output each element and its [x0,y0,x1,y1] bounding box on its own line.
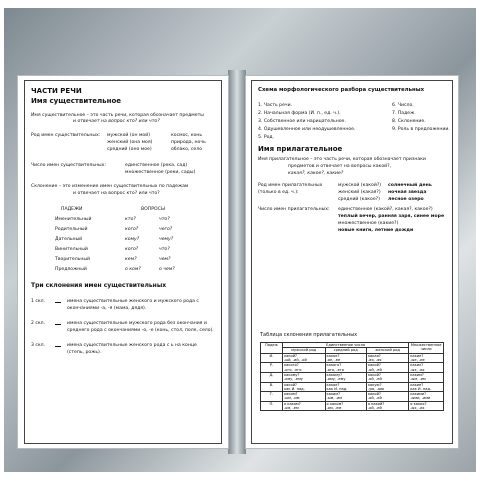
table-cell: каких? -ых, -их [409,363,444,373]
case-name: Дательный [55,237,83,242]
table-cell: какими? -ыми, -ими [409,392,444,402]
case-question-animate: кого? [125,247,139,252]
table-cell-case: П. [261,401,283,411]
case-question-animate: кого? [125,227,139,232]
table-header-feminine: женский род [366,348,408,353]
questions-header: ВОПРОСЫ [141,207,165,212]
case-question-inanimate: что? [159,217,170,222]
gender-row: мужской (он мой) [107,133,150,138]
table-row [261,372,444,382]
table-cell: о каком? -ом, -ем [282,401,325,411]
dash-mark [55,324,61,325]
table-cell: какое? как И. пад. [325,382,366,392]
adj-number-example: новые книги, летние дожди [338,228,414,233]
table-cell: какие? как И. пад. [409,382,444,392]
noun-heading: Имя существительное [31,97,122,105]
scheme-item: 2. Начальная форма (И. п., ед. ч.). [258,111,341,116]
adj-gender-example: ночная звезда [388,190,427,195]
table-row [261,401,444,411]
table-cell: какой? как И. пад. [282,382,325,392]
case-name: Винительный [55,247,88,252]
table-cell: какую? -ую, -юю [366,382,408,392]
table-header-plural: Множественное число [409,343,444,354]
table-header-case: Падеж [261,343,283,354]
case-question-inanimate: чем? [159,257,171,262]
table-cell-case: Т. [261,392,283,402]
declension-definition-line1: Склонение – это изменение имен существительных по падежам [31,184,189,189]
table-cell-case: Р. [261,363,283,373]
book-spine [228,70,246,454]
table-cell-case: Д. [261,372,283,382]
table-row [261,392,444,402]
three-declensions-heading: Три склонения имен существительных [31,282,167,289]
case-question-inanimate: что? [159,247,170,252]
declension-text-line2: (степь, рожь). [67,350,102,355]
adj-gender-row: средний (какое?) [338,197,380,202]
adjective-declension-table [260,342,444,411]
table-cell: какого? -ого, -его [282,363,325,373]
adjective-definition-line2: предметов и отвечает на вопросы какой?, [288,164,392,169]
declension-text-line2: среднего рода с окончаниями -о, -е (конь, стол, поле, село). [67,328,214,333]
table-cell: какому? -ому, -ему [282,372,325,382]
table-cell: какой? -ой, -ей [366,372,408,382]
noun-gender-label: Род имен существительных: [31,133,101,138]
table-cell: какому? -ому, -ему [325,372,366,382]
table-cell: какая? -ая, -яя [366,353,408,363]
declension-number: 2 скл. [31,321,46,326]
adj-gender-example: лесное озеро [388,197,424,202]
noun-definition-line2: и отвечает на вопрос кто? или что? [73,119,160,124]
noun-definition-line1: Имя существительное – это часть речи, которая обозначает предметы [31,113,204,118]
table-cell: какой? -ой, -ей [366,363,408,373]
declension-text-line1: имена существительные женского и мужского рода с [67,299,199,304]
adjective-gender-label-note: (только в ед. ч.): [258,190,299,195]
case-question-inanimate: о чем? [159,267,175,272]
adjective-definition-line3: какая?, какое?, какие? [288,171,344,176]
table-header-singular: Единственное число [282,343,408,348]
declension-definition-line2: и отвечает на вопрос кто? или что? [73,191,160,196]
scheme-item: 9. Роль в предложении. [392,127,450,132]
table-cell: какое? -ое, -ее [325,353,366,363]
table-cell: какой? -ый, -ий, -ой [282,353,325,363]
adjective-definition-line1: Имя прилагательное – это часть речи, которая обозначает признаки [258,157,426,162]
table-cell: каким? -ым, -им [282,392,325,402]
case-question-animate: кто? [125,217,136,222]
adj-number-row: множественное (какие?) [338,221,399,226]
declension-number: 3 скл. [31,343,46,348]
cases-header: ПАДЕЖИ [61,207,83,212]
table-cell: о каком? -ом, -ем [325,401,366,411]
adj-number-row: единственное (какой?, какая?, какое?) [338,207,433,212]
scheme-item: 6. Число. [392,103,414,108]
case-name: Творительный [55,257,90,262]
case-name: Именительный [55,217,92,222]
table-cell: о каких? -ых, -их [409,401,444,411]
scheme-item: 5. Род. [258,135,275,140]
number-row: множественное (реки, сады) [125,170,196,175]
case-question-animate: о ком? [125,267,141,272]
left-page-frame [24,80,222,444]
adj-number-example: теплый вечер, ранняя заря, синее море [338,214,445,219]
table-cell: каким? -ым, -им [409,372,444,382]
adjective-heading: Имя прилагательное [258,145,343,153]
noun-number-label: Число имен существительных: [31,163,106,168]
scheme-item: 7. Падеж. [392,111,416,116]
case-question-animate: кому? [125,237,140,242]
table-row [261,353,444,363]
dash-mark [55,346,61,347]
page-title: ЧАСТИ РЕЧИ [31,87,82,95]
table-row [261,382,444,392]
gender-row: женский (она моя) [107,140,153,145]
gender-example: природа, ночь [171,140,206,145]
case-question-animate: кем? [125,257,137,262]
adjective-number-label: Число имен прилагательных: [258,207,330,212]
gender-example: космос, конь [171,133,203,138]
scheme-item: 1. Часть речи. [258,103,293,108]
adjective-gender-label: Род имен прилагательных [258,183,323,188]
right-page-frame [251,80,453,444]
table-cell: о какой? -ой, -ей [366,401,408,411]
left-page [18,76,228,448]
table-cell: каким? -ым, -им [325,392,366,402]
case-question-inanimate: чего? [159,227,173,232]
table-cell: какого? -ого, -его [325,363,366,373]
scheme-item: 4. Одушевленное или неодушевленное. [258,127,356,132]
gender-example: облако, село [171,147,202,152]
table-cell: какой? -ой, -ей [366,392,408,402]
case-question-inanimate: чему? [159,237,174,242]
declension-text-line1: имена существительные женского рода с ь на конце [67,343,197,348]
right-page [246,76,458,448]
table-cell-case: В. [261,382,283,392]
declension-table-title: Таблица склонения прилагательных [260,332,358,338]
number-row: единственное (река, сад) [125,163,188,168]
declension-text-line2: окончаниями -а, -я (мама, дядя). [67,306,147,311]
declension-text-line1: имена существительные мужского рода без окончания и [67,321,207,326]
gender-row: средний (оно мое) [107,147,152,152]
table-row [261,363,444,373]
scheme-item: 8. Склонение. [392,119,426,124]
declension-number: 1 скл. [31,299,46,304]
adj-gender-example: солнечный день [388,183,432,188]
scheme-item: 3. Собственное или нарицательное. [258,119,346,124]
morph-scheme-heading: Схема морфологического разбора существительных [258,87,425,93]
adj-gender-row: женский (какая?) [338,190,381,195]
case-name: Предложный [55,267,87,272]
table-cell-case: И. [261,353,283,363]
table-header-neuter: средний род [325,348,366,353]
dash-mark [55,302,61,303]
case-name: Родительный [55,227,88,232]
adj-gender-row: мужской (какой?) [338,183,382,188]
table-header-masculine: мужской род [282,348,325,353]
table-cell: какие? -ые, -ие [409,353,444,363]
